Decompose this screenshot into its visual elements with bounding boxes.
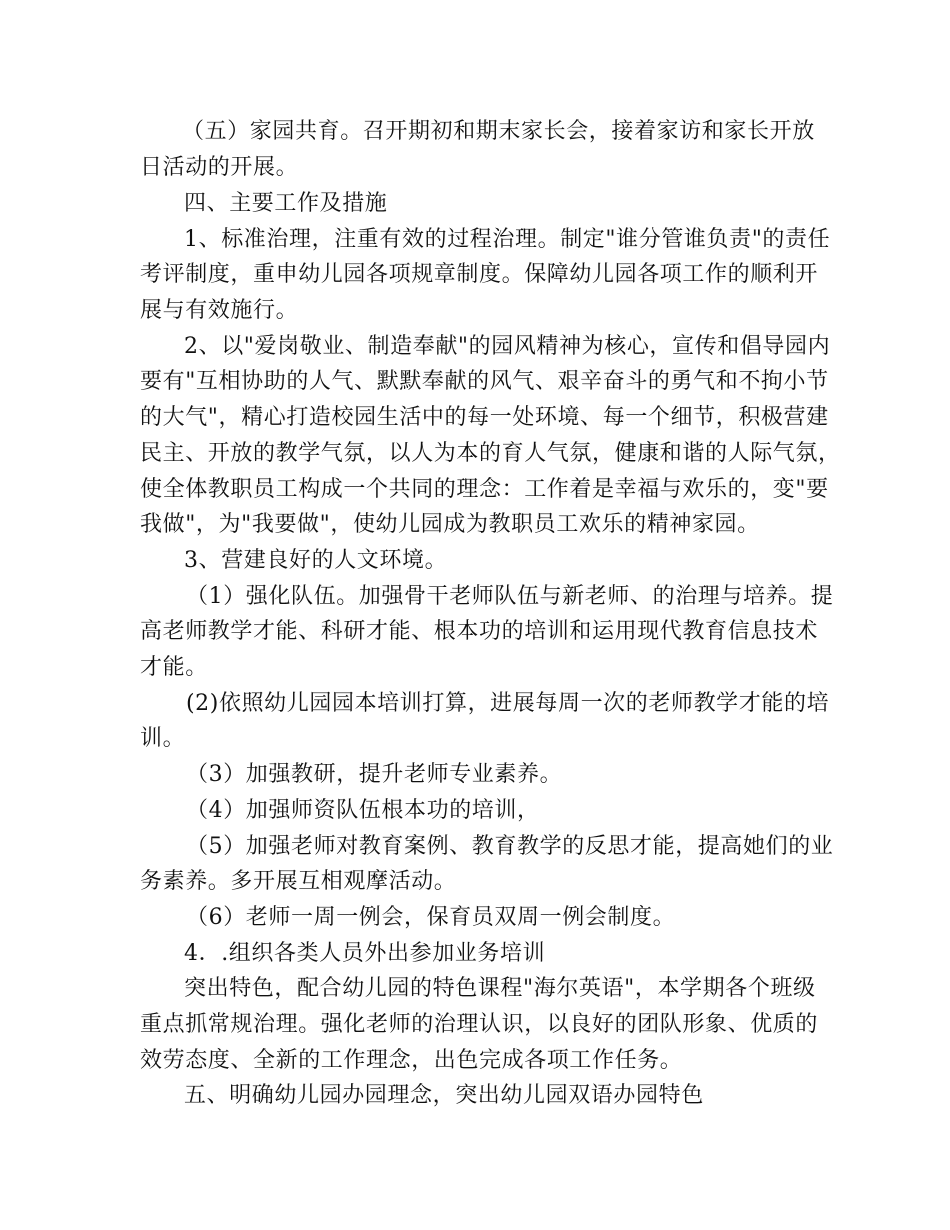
text-line: 民主、开放的教学气氛，以人为本的育人气氛，健康和谐的人际气氛，	[140, 441, 841, 466]
text-line: （6）老师一周一例会，保育员双周一例会制度。	[186, 905, 676, 930]
text-line: 才能。	[140, 655, 208, 680]
text-line: 使全体教职员工构成一个共同的理念：工作着是幸福与欢乐的，变"要	[140, 477, 829, 502]
text-line: 1、标准治理，注重有效的过程治理。制定"谁分管谁负责"的责任	[184, 227, 831, 252]
section-heading: 四、主要工作及措施	[184, 191, 388, 216]
text-line: 4．.组织各类人员外出参加业务培训	[184, 941, 546, 966]
text-line: 日活动的开展。	[140, 155, 299, 180]
text-line: 要有"互相协助的人气、默默奉献的风气、艰辛奋斗的勇气和不拘小节	[140, 369, 829, 394]
text-line: （3）加强教研，提升老师专业素养。	[186, 762, 563, 787]
text-line: （4）加强师资队伍根本功的培训，	[186, 798, 540, 823]
text-line: 务素养。多开展互相观摩活动。	[140, 869, 457, 894]
text-line: （五）家园共育。召开期初和期末家长会，接着家访和家长开放	[182, 119, 815, 144]
text-line: （5）加强老师对教育案例、教育教学的反思才能，提高她们的业	[186, 834, 834, 859]
text-line: 效劳态度、全新的工作理念，出色完成各项工作任务。	[140, 1048, 683, 1073]
text-line: 3、营建良好的人文环境。	[184, 548, 448, 573]
text-line: 重点抓常规治理。强化老师的治理认识，以良好的团队形象、优质的	[140, 1012, 819, 1037]
text-line: （1）强化队伍。加强骨干老师队伍与新老师、的治理与培养。提	[186, 584, 834, 609]
text-line: 考评制度，重申幼儿园各项规章制度。保障幼儿园各项工作的顺利开	[140, 262, 819, 287]
text-line: 高老师教学才能、科研才能、根本功的培训和运用现代教育信息技术	[140, 619, 819, 644]
text-line: 展与有效施行。	[140, 298, 299, 323]
section-heading: 五、明确幼儿园办园理念，突出幼儿园双语办园特色	[184, 1083, 704, 1108]
text-line: (2)依照幼儿园园本培训打算，进展每周一次的老师教学才能的培	[186, 691, 830, 716]
text-line: 我做"，为"我要做"，使幼儿园成为教职员工欢乐的精神家园。	[140, 512, 760, 537]
text-line: 2、以"爱岗敬业、制造奉献"的园风精神为核心，宣传和倡导园内	[184, 334, 831, 359]
text-line: 突出特色，配合幼儿园的特色课程"海尔英语"，本学期各个班级	[184, 976, 816, 1001]
text-line: 训。	[140, 726, 186, 751]
text-line: 的大气"，精心打造校园生活中的每一处环境、每一个细节，积极营建	[140, 405, 829, 430]
